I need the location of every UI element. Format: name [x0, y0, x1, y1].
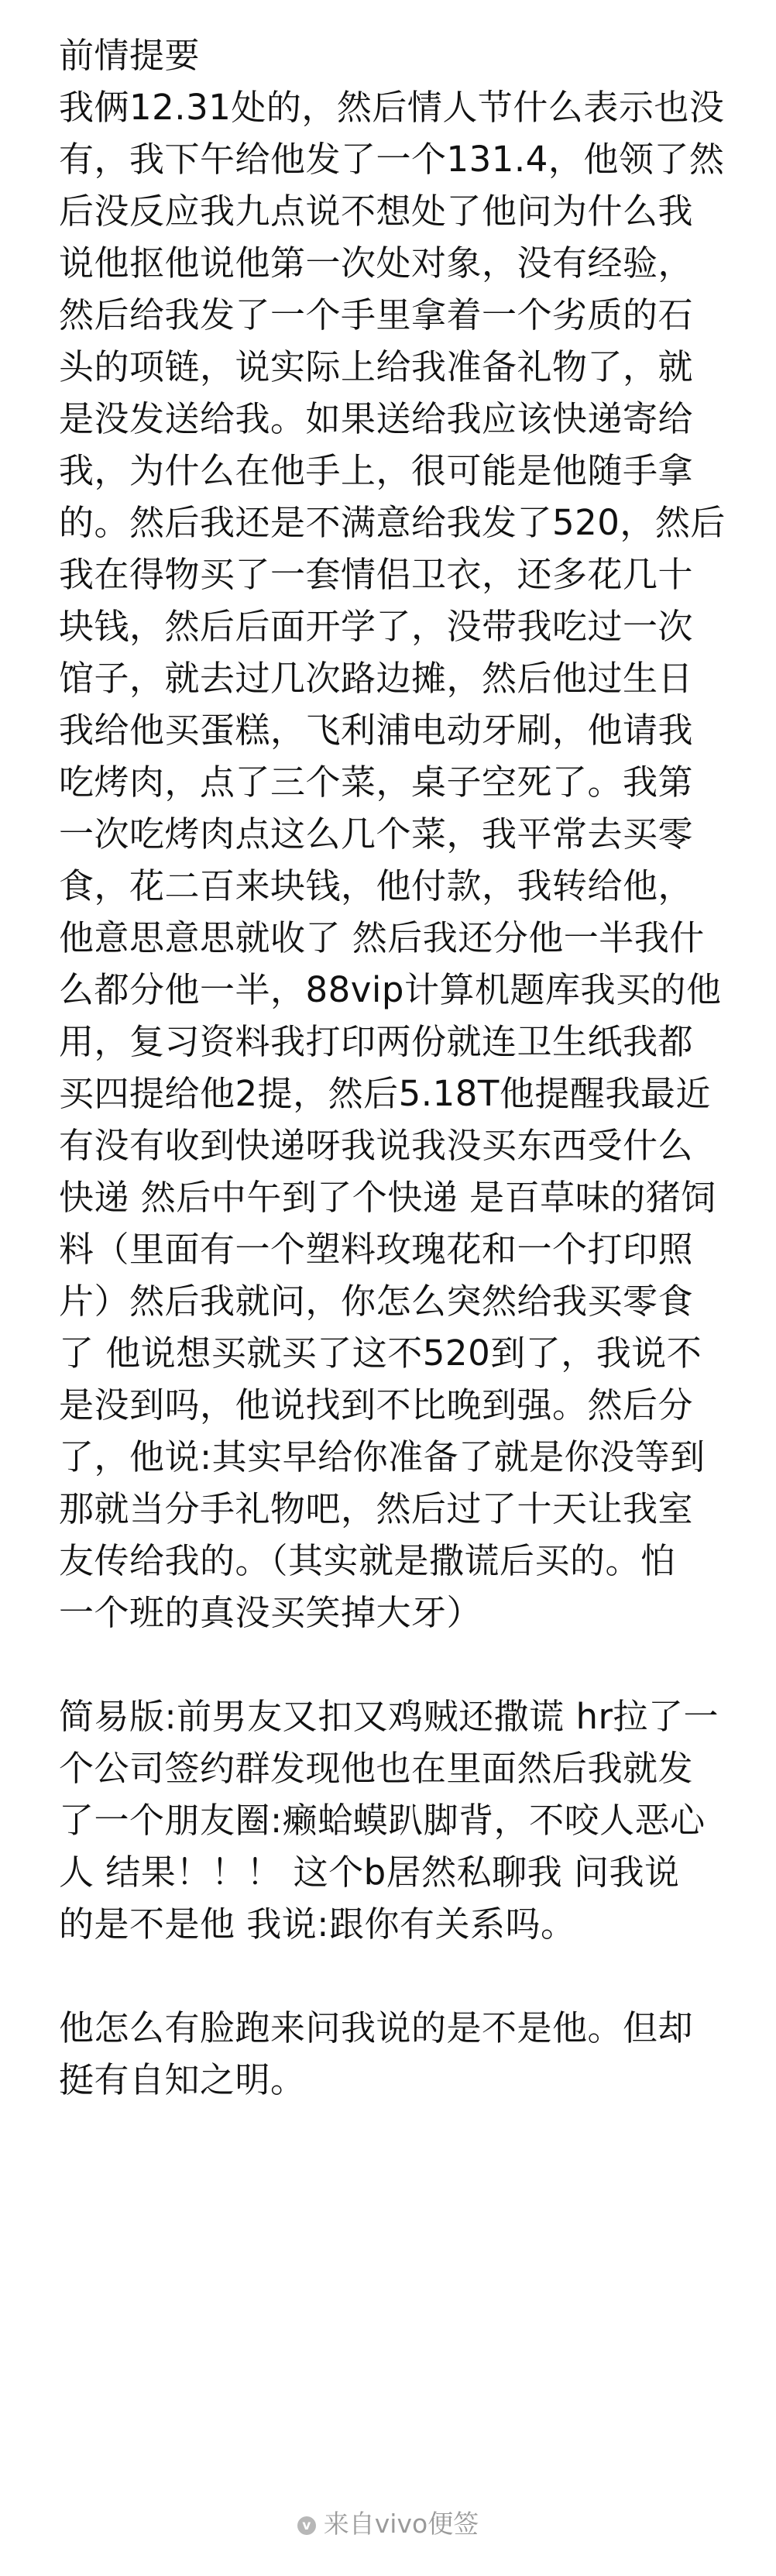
note-summary-paragraph: 简易版:前男友又扣又鸡贼还撒谎 hr拉了一 个公司签约群发现他也在里面然后我就发 了一个朋友圈:癞蛤蟆趴脚背，不咬人恶心 人 结果！！！ 这个b居然私聊我 问我说 的是不是他 我说:跟你有关系吗。	[59, 1696, 719, 1945]
note-story-paragraph: 我俩12.31处的，然后情人节什么表示也没 有，我下午给他发了一个131.4，他领了然 后没反应我九点说不想处了他问为什么我 说他抠他说他第一次处对象，没有经验， 然后给我发了一个手里拿着一个劣质的石 头的项链，说实际上给我准备礼物了，就 是没发送给我。如果送给我应该快递寄给 我，为什么在他手上，很可能是他随手拿 的。然后我还是不满意给我发了520，然后 我在得物买了一套情侣卫衣，还多花几十 块钱，然后后面开学了，没带我吃过一次 馆子，就去过几次路边摊，然后他过生日 我给他买蛋糕，飞利浦电动牙刷，他请我 吃烤肉，点了三个菜，桌子空死了。我第 一次吃烤肉点这么几个菜，我平常去买零 食，花二百来块钱，他付款，我转给他， 他意思意思就收了 然后我还分他一半我什 么都分他一半，88vip计算机题库我买的他 用，复习资料我打印两份就连卫生纸我都 买四提给他2提，然后5.18T他提醒我最近 有没有收到快递呀我说我没买东西受什么 快递 然后中午到了个快递 是百草味的猪饲 料（里面有一个塑料玫瑰花和一个打印照 片）然后我就问，你怎么突然给我买零食 了 他说想买就买了这不520到了，我说不 是没到吗，他说找到不比晚到强。然后分 了，他说:其实早给你准备了就是你没等到 那就当分手礼物吧，然后过了十天让我室 友传给我的。（其实就是撒谎后买的。怕 一个班的真没买笑掉大牙）	[59, 87, 726, 1633]
note-content	[59, 29, 740, 2106]
note-source-footer	[0, 2509, 776, 2540]
paragraph-gap	[59, 1639, 740, 1690]
note-closing-paragraph: 他怎么有脸跑来问我说的是不是他。但却 挺有自知之明。	[59, 2007, 694, 2100]
paragraph-gap	[59, 1950, 740, 2002]
footer-source-text: 来自vivo便签	[323, 2509, 479, 2539]
vivo-notes-icon: v	[297, 2516, 316, 2535]
note-title: 前情提要	[59, 35, 201, 76]
